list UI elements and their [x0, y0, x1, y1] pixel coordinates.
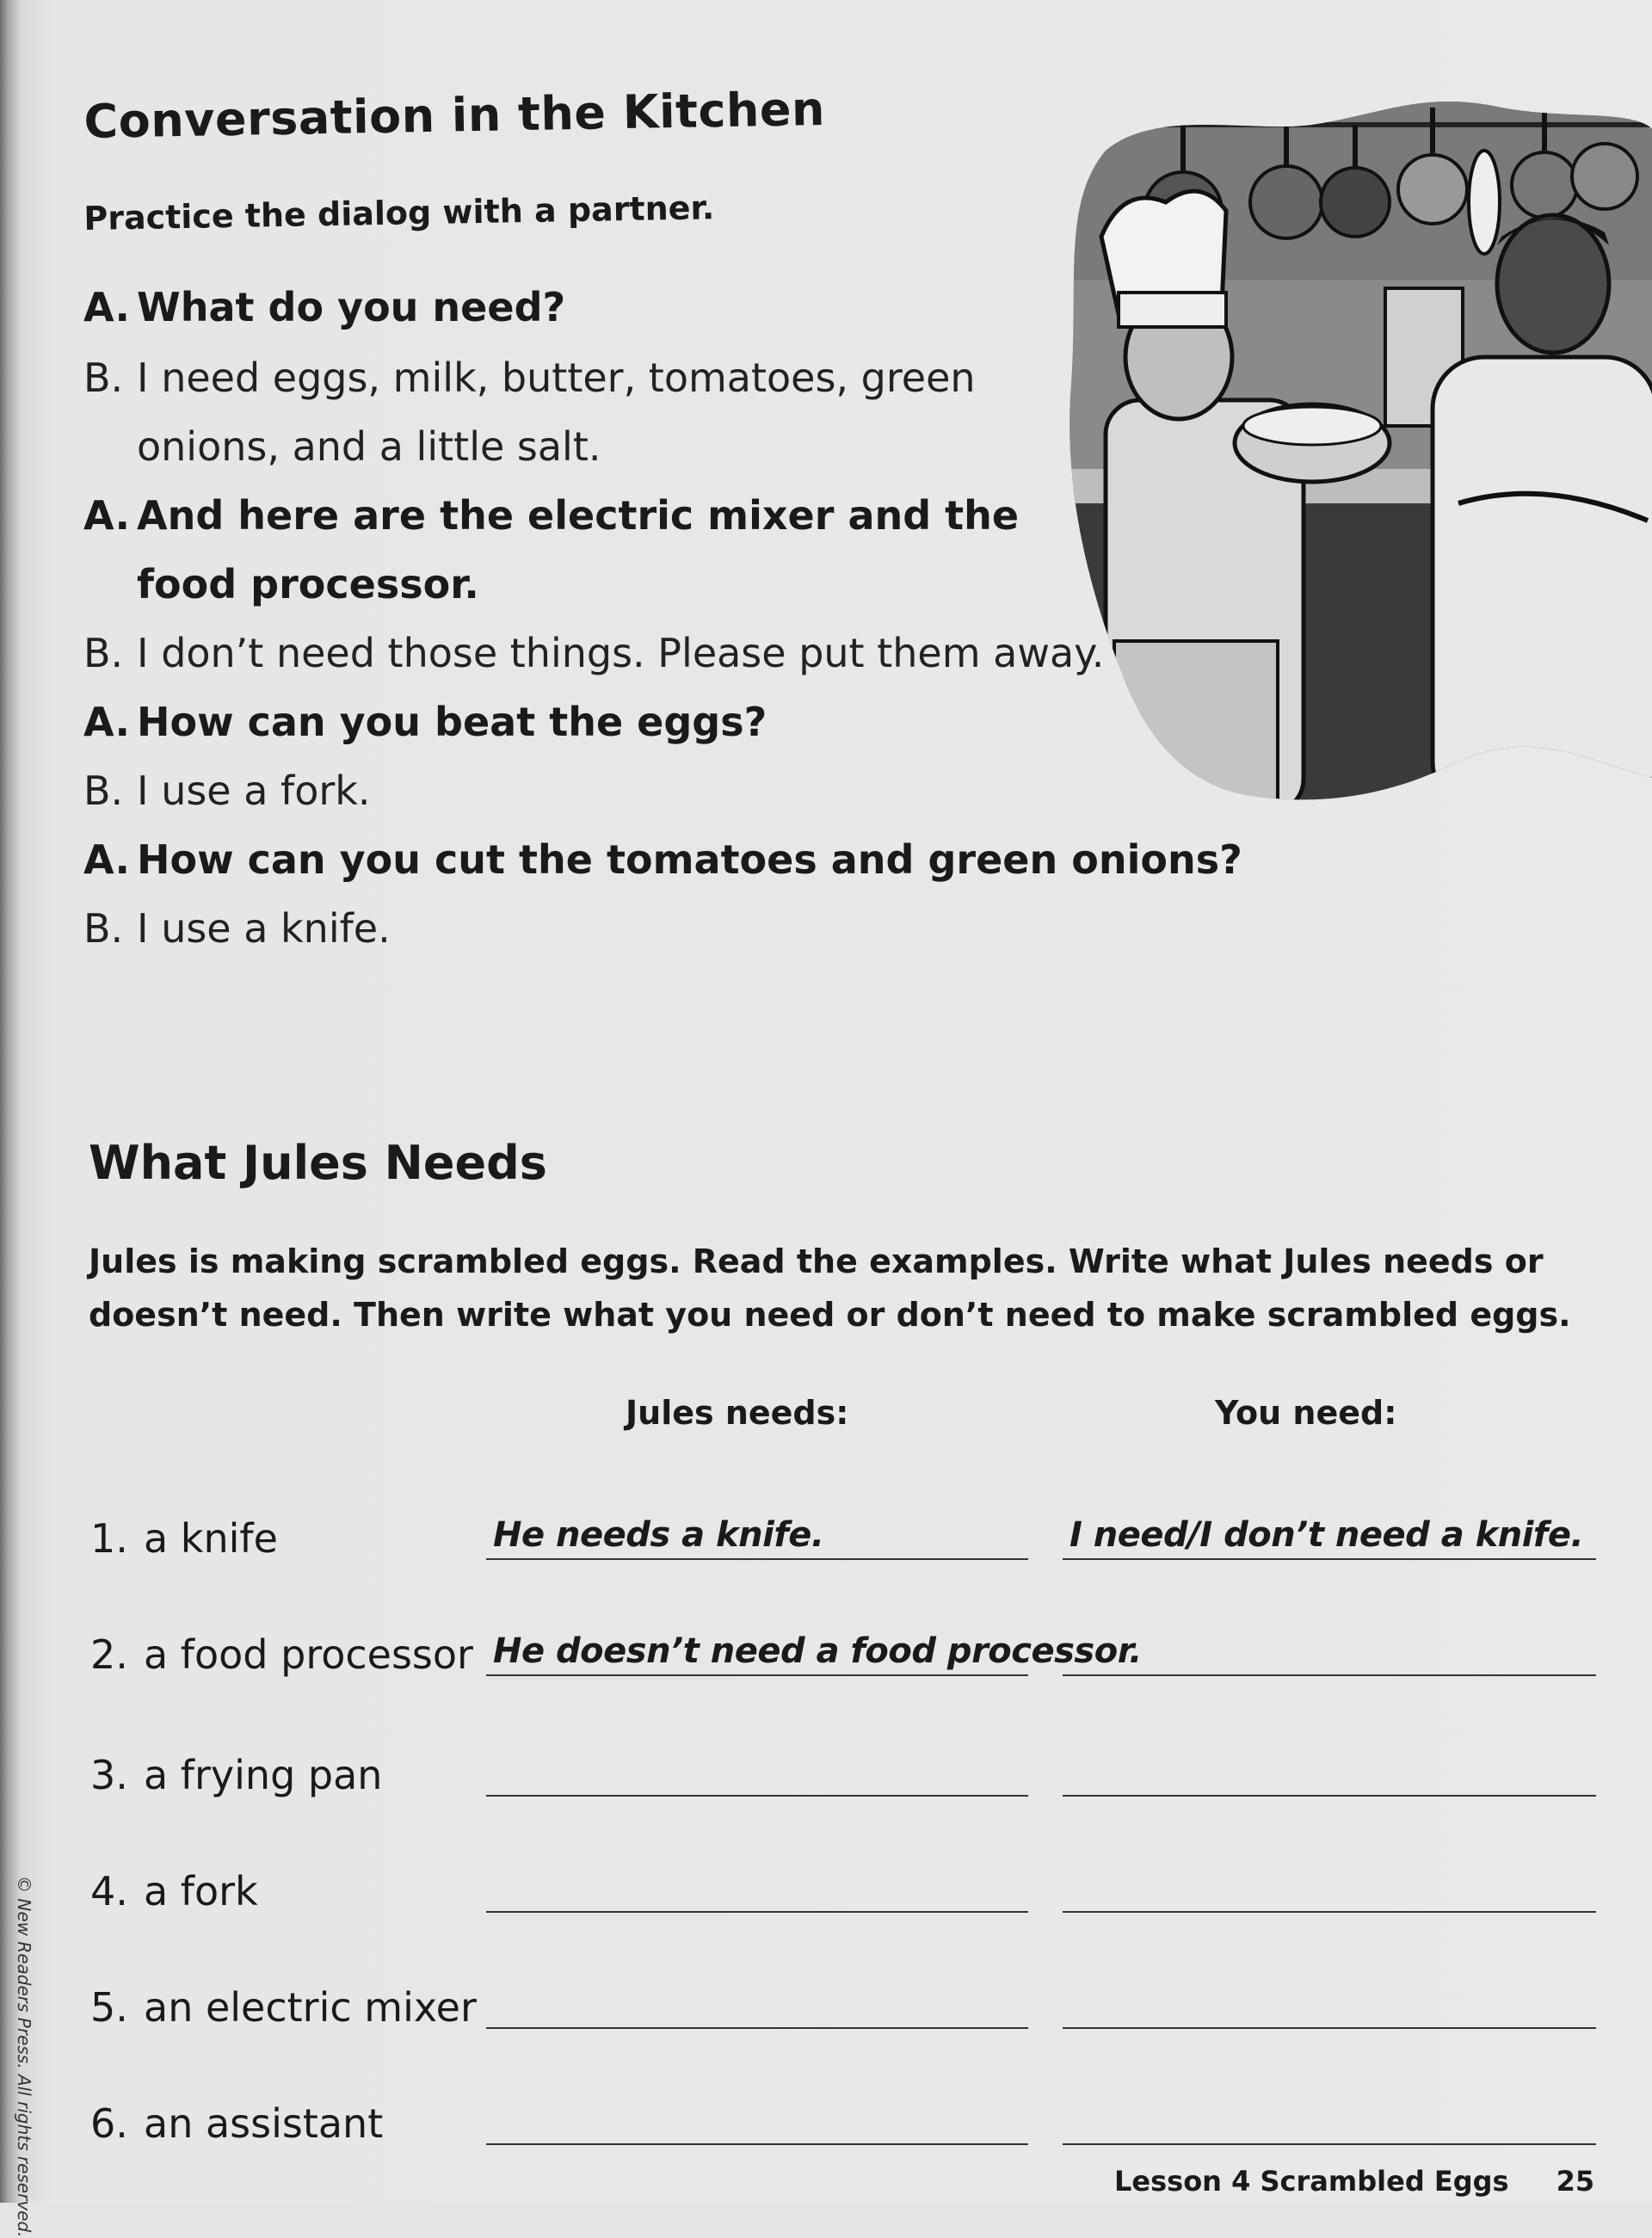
- section-instruction-practice: Practice the dialog with a partner.: [83, 188, 715, 237]
- exercise-item: 4. a fork: [90, 1868, 258, 1914]
- section-title-what-jules-needs: What Jules Needs: [89, 1136, 547, 1190]
- dialog-line: B. I don’t need those things. Please put them away.: [83, 630, 1105, 676]
- page-footer: [1114, 2165, 1594, 2198]
- exercise-row: [90, 1484, 1596, 1562]
- page-number: 25: [1556, 2165, 1595, 2198]
- answer-blank-jules[interactable]: [486, 2092, 1028, 2145]
- answer-blank-jules[interactable]: [486, 1859, 1028, 1913]
- column-header-jules: Jules needs:: [626, 1394, 849, 1432]
- exercise-item: 3. a frying pan: [90, 1752, 383, 1798]
- copyright-notice: © New Readers Press. All rights reserved.: [14, 1876, 34, 2238]
- dialog-line: A. And here are the electric mixer and the: [83, 492, 1020, 539]
- dialog-line: B. I use a knife.: [83, 905, 391, 952]
- dialog-line: A. What do you need?: [83, 284, 566, 330]
- exercise-item: 6. an assistant: [90, 2100, 384, 2147]
- answer-blank-you[interactable]: [1063, 1976, 1596, 2029]
- exercise-item: 2. a food processor: [90, 1631, 473, 1678]
- answer-blank-you[interactable]: [1063, 1743, 1596, 1797]
- section-instruction-jules: Jules is making scrambled eggs. Read the examples. Write what Jules needs or doesn’t need. Then write what you need or don’t need to make scrambled eggs.: [89, 1242, 1571, 1334]
- exercise-row: [90, 1600, 1596, 1678]
- column-header-you: You need:: [1215, 1394, 1397, 1432]
- dialog-line: A. How can you beat the eggs?: [83, 699, 767, 745]
- exercise-item: 1. a knife: [90, 1515, 278, 1562]
- answer-blank-you[interactable]: I need/I don’t need a knife.: [1063, 1507, 1596, 1560]
- answer-blank-you[interactable]: [1063, 1623, 1596, 1676]
- answer-blank-you[interactable]: [1063, 1859, 1596, 1913]
- answer-blank-jules[interactable]: He needs a knife.: [486, 1507, 1028, 1560]
- answer-blank-you[interactable]: [1063, 2092, 1596, 2145]
- exercise-row: [90, 1721, 1596, 1798]
- exercise-row: [90, 1953, 1596, 2031]
- dialog-line: B. I use a fork.: [83, 768, 371, 814]
- dialog-line: A. How can you cut the tomatoes and green onions?: [83, 836, 1242, 883]
- answer-blank-jules[interactable]: [486, 1743, 1028, 1797]
- exercise-row: [90, 1837, 1596, 1914]
- exercise-item: 5. an electric mixer: [90, 1984, 477, 2031]
- dialog-line: onions, and a little salt.: [137, 423, 601, 470]
- kitchen-illustration: [1054, 73, 1652, 813]
- dialog-line: food processor.: [137, 561, 479, 607]
- footer-lesson: Lesson 4 Scrambled Eggs: [1114, 2165, 1509, 2198]
- answer-blank-jules[interactable]: [486, 1976, 1028, 2029]
- exercise-row: [90, 2069, 1596, 2147]
- dialog-line: B. I need eggs, milk, butter, tomatoes, green: [83, 355, 976, 401]
- answer-blank-jules[interactable]: He doesn’t need a food processor.: [486, 1623, 1028, 1676]
- section-title-conversation: Conversation in the Kitchen: [83, 81, 826, 149]
